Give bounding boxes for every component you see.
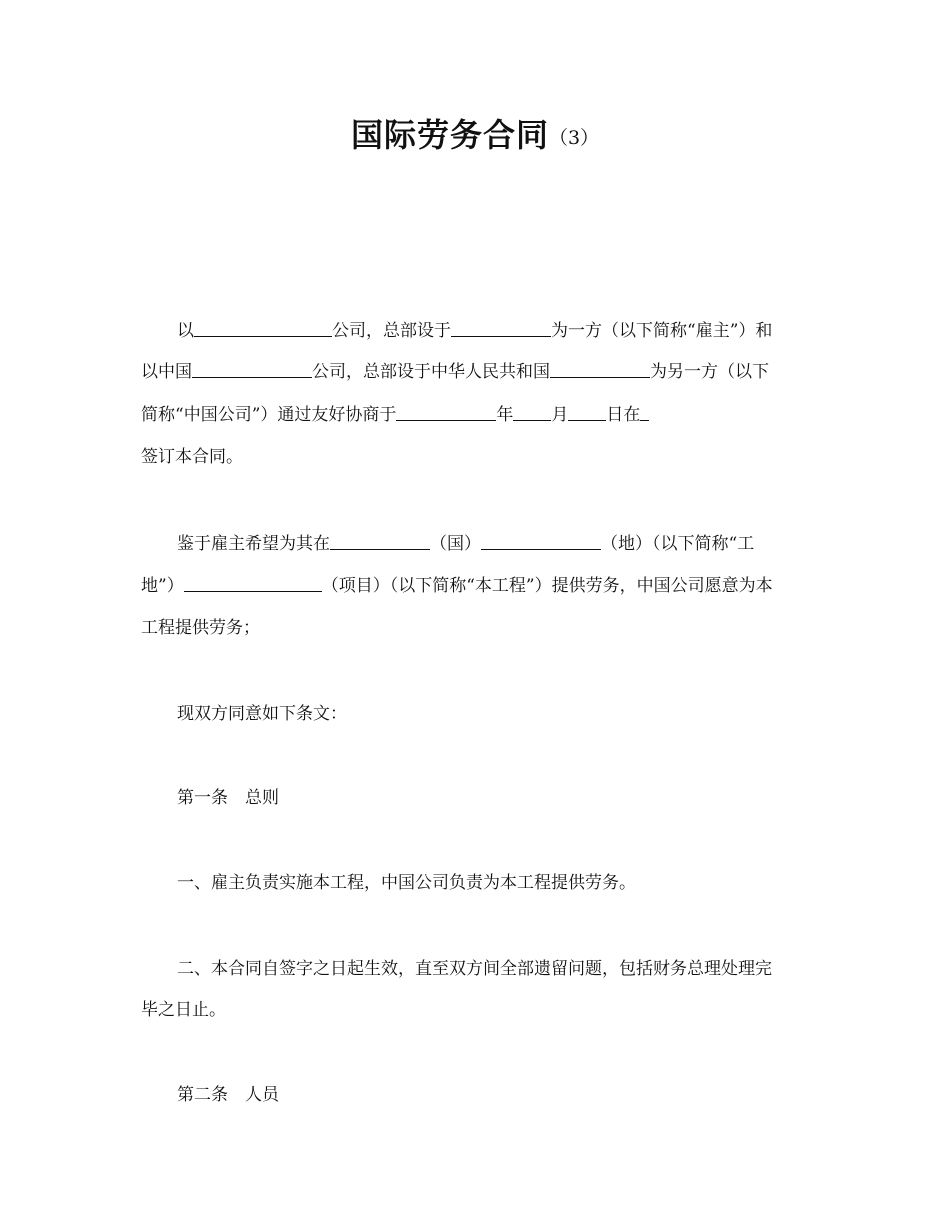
blank-field[interactable] [451, 317, 551, 337]
blank-field[interactable] [568, 401, 606, 421]
blank-field[interactable] [330, 530, 430, 550]
document-title [0, 112, 950, 164]
blank-field[interactable] [192, 358, 312, 378]
article-1-clause-2-line-1: 二、本合同自签字之日起生效，直至双方间全部遗留问题，包括财务总理处理完 [177, 959, 772, 979]
whereas-line-3: 工程提供劳务； [141, 618, 260, 638]
article-1-clause-2-line-2: 毕之日止。 [141, 1000, 226, 1020]
blank-field[interactable] [194, 317, 332, 337]
blank-field[interactable] [550, 358, 650, 378]
whereas-line-2: 地”） （项目）（以下简称“本工程”）提供劳务，中国公司愿意为本 [141, 572, 813, 599]
preamble-line-1: 以 公司，总部设于 为一方（以下简称“雇主”）和 [177, 317, 813, 344]
preamble-line-3: 简称“中国公司”）通过友好协商于 年 月 日在 [141, 401, 813, 428]
blank-field[interactable] [184, 572, 322, 592]
blank-field[interactable] [640, 401, 649, 421]
blank-field[interactable] [481, 530, 601, 550]
article-1-heading: 第一条 总则 [177, 788, 279, 808]
title-text: 国际劳务合同 [350, 116, 549, 154]
article-2-heading: 第二条 人员 [177, 1085, 279, 1105]
agreement-line: 现双方同意如下条文： [177, 704, 347, 724]
preamble-line-2: 以中国 公司，总部设于中华人民共和国 为另一方（以下 [141, 358, 813, 385]
title-suffix: （3） [548, 127, 600, 149]
whereas-line-1: 鉴于雇主希望为其在 （国） （地）（以下简称“工 [177, 530, 813, 557]
blank-field[interactable] [396, 401, 496, 421]
article-1-clause-1: 一、雇主负责实施本工程，中国公司负责为本工程提供劳务。 [177, 873, 636, 893]
preamble-line-4: 签订本合同。 [141, 447, 243, 467]
blank-field[interactable] [513, 401, 551, 421]
